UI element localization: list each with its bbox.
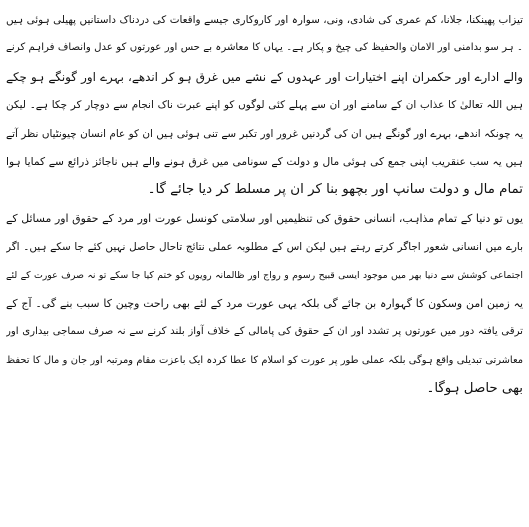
paragraph-2 bbox=[6, 205, 523, 404]
text-line: تمام مال و دولت سانپ اور بچھو بنا کر ان پر مسلط کر دیا جائے گا۔ bbox=[147, 182, 523, 198]
text-line: بارے میں انسانی شعور اجاگر کرتے رہتے ہیں لیکن اس کے مطلوبہ عملی نتائج تاحال حاصل نہیں کئے جا سکے ہیں۔ اگر bbox=[6, 241, 523, 254]
text-line: تیزاب پھینکنا، جلانا، کم عمری کی شادی، ونی، سوارہ اور کاروکاری جیسے واقعات کی دردناک داستانیں پھیلی ہوئی ہیں bbox=[6, 14, 523, 26]
text-line: والے ادارے اور حکمران اپنے اختیارات اور عہدوں کے نشے میں غرق ہو کر اندھے، بہرے اور گونگے ہو چکے bbox=[6, 69, 523, 84]
text-line: معاشرتی تبدیلی واقع ہوگی بلکہ عملی طور پر عورت کو اسلام کا عطا کردہ ایک باعزت مقام ومرتبہ اور جان و مال کا تحفظ bbox=[6, 354, 523, 366]
text-line: یہ زمین امن وسکون کا گہوارہ بن جائے گی بلکہ یہی عورت مرد کے لئے بھی راحت وچین کا سبب بنے گی۔ آج کے bbox=[6, 296, 523, 310]
text-line: ترقی یافتہ دور میں عورتوں پر تشدد اور ان کے حقوق کی پامالی کے خلاف آواز بلند کرنے سے نہ صرف سماجی بیداری اور bbox=[6, 326, 523, 338]
text-line: ہیں اللہ تعالیٰ کا عذاب ان کے سامنے اور ان سے پہلے کئی لوگوں کو اپنے عبرت ناک انجام سے دوچار کر چکا ہے۔ لیکن bbox=[6, 99, 523, 112]
text-line: یہ چونکہ اندھے، بہرے اور گونگے ہیں ان کی گردنیں غرور اور تکبر سے تنی ہوئی ہیں ان کو عام انسان چیونٹیاں نظر آتے bbox=[6, 127, 523, 140]
text-line: بھی حاصل ہوگا۔ bbox=[426, 381, 523, 397]
text-line: ہیں یہ سب عنقریب اپنی جمع کی ہوئی مال و دولت کے سونامی میں غرق ہونے والے ہیں ناجائز ذرائع سے کمایا ہوا bbox=[6, 154, 523, 168]
text-line: یوں تو دنیا کے تمام مذاہب، انسانی حقوق کی تنظیمیں اور سلامتی کونسل عورت اور مرد کے حقوق اور مسائل کے bbox=[6, 211, 523, 225]
text-line: ۔ ہر سو بدامنی اور الامان والحفیظ کی چیخ و پکار ہے۔ یہاں کا معاشرہ بے حس اور عورتوں کو عدل وانصاف فراہم کرنے bbox=[6, 42, 523, 54]
text-line: اجتماعی کوشش سے دنیا بھر میں موجود ایسی قبیح رسوم و رواج اور ظالمانہ رویوں کو ختم کیا جا سکے تو نہ صرف عورت کے لئے bbox=[6, 269, 523, 281]
paragraph-1 bbox=[6, 6, 523, 205]
